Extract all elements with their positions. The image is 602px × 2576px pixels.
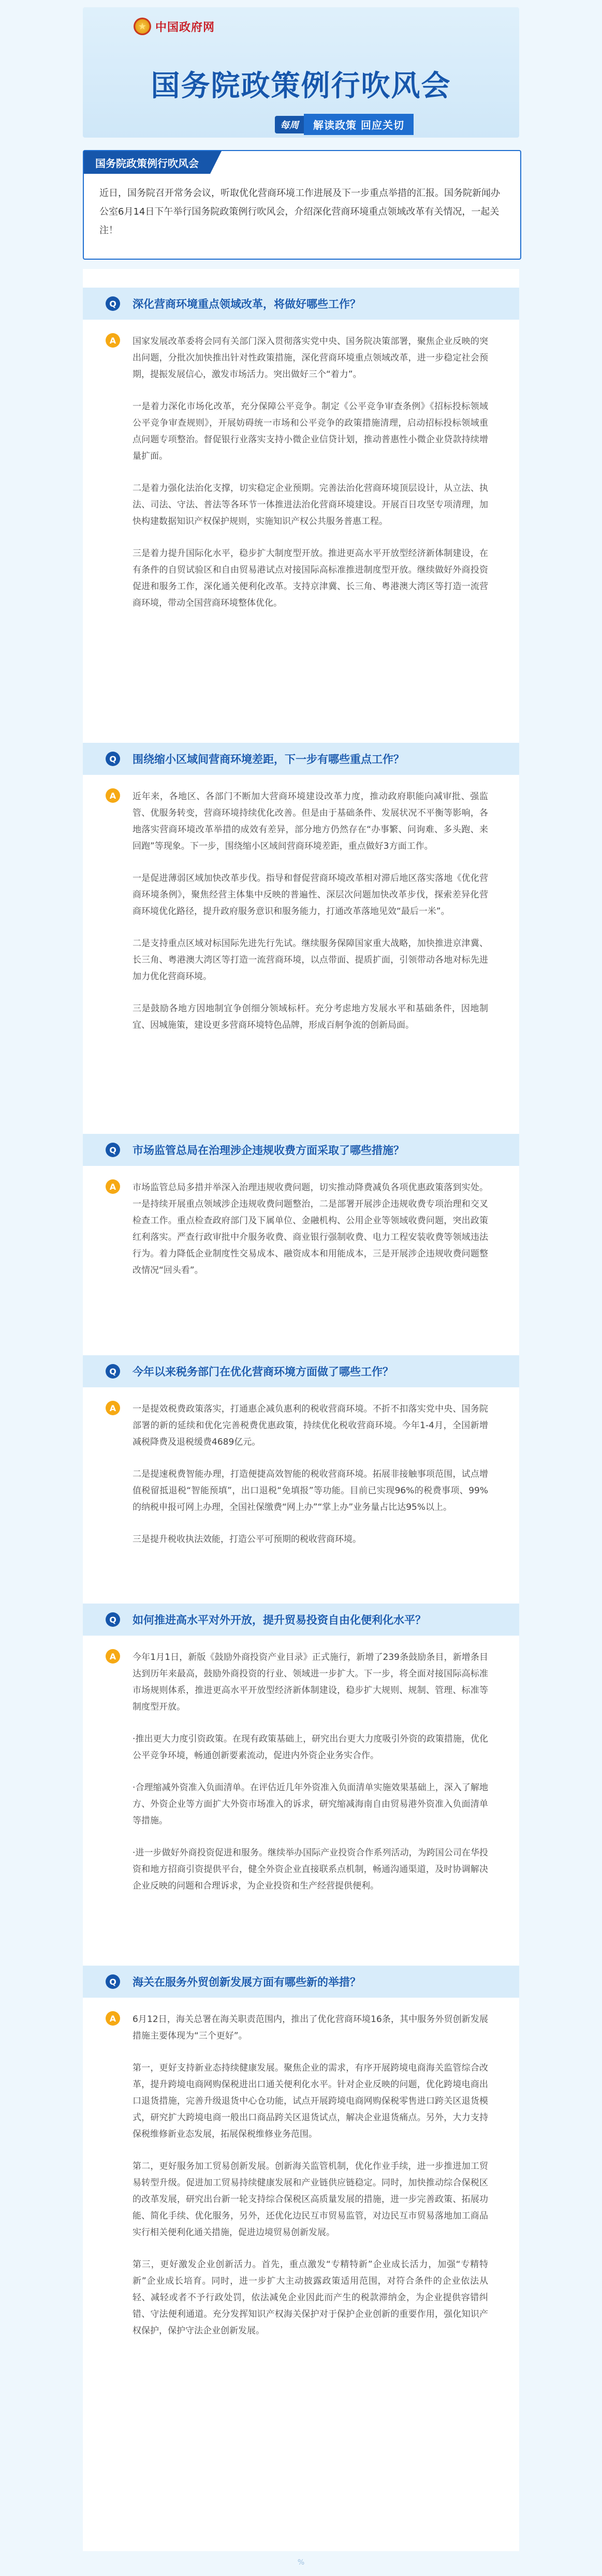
national-emblem-icon: ★ (134, 18, 151, 35)
question-icon: Q (106, 1143, 120, 1157)
answer-paragraph: ·合理缩减外资准入负面清单。在评估近几年外资准入负面清单实施效果基础上，深入了解地方、外资企业等方面扩大外资市场准入的诉求，研究缩减海南自由贸易港外资准入负面清单等措施。 (133, 1783, 488, 1826)
answer-icon: A (106, 1649, 120, 1664)
qa-block (83, 1604, 519, 1915)
answer-icon: A (106, 2011, 120, 2026)
page-title: 国务院政策例行吹风会 (151, 69, 451, 103)
answer-area (83, 1998, 519, 2360)
answer-paragraph: 二是着力强化法治化支撑，切实稳定企业预期。完善法治化营商环境顶层设计，从立法、执法、司法、守法、普法等各环节一体推进法治化营商环境建设。开展百日攻坚专项清理，加快构建数据知识产权保护规则，实施知识产权公共服务普惠工程。 (133, 483, 488, 527)
answer-icon: A (106, 1179, 120, 1194)
answer-area (83, 775, 519, 1054)
answer-area (83, 1636, 519, 1915)
subtitle-banner (275, 114, 414, 135)
answer-area (83, 1387, 519, 1568)
question-row (83, 1134, 519, 1166)
answer-paragraph: 一是着力深化市场化改革，充分保障公平竞争。制定《公平竞争审查条例》《招标投标领域公平竞争审查规则》，开展妨碍统一市场和公平竞争的政策措施清理，启动招标投标领域重点问题专项整治。督促银行业落实支持小微企业信贷计划，推动普惠性小微企业贷款持续增量扩面。 (133, 401, 488, 461)
question-icon: Q (106, 1364, 120, 1379)
qa-block (83, 1355, 519, 1568)
question-row (83, 1604, 519, 1636)
answer-paragraph: 市场监管总局多措并举深入治理违规收费问题，切实推动降费减负各项优惠政策落到实处。一是持续开展重点领域涉企违规收费问题整治，二是部署开展涉企违规收费专项治理和交叉检查工作。重点检查政府部门及下属单位、金融机构、公用企业等领域收费问题，突出政策红利落实。严查行政审批中介服务收费、商业银行强制收费、电力工程安装收费等领域违法行为。着力降低企业制度性交易成本、融资成本和用能成本，三是开展涉企违规收费问题整改情况“回头看”。 (133, 1182, 488, 1276)
answer-paragraph: 第一，更好支持新业态持续健康发展。聚焦企业的需求，有序开展跨境电商海关监管综合改革，提升跨境电商网购保税进出口通关便利化水平。针对企业反映的问题，优化跨境电商出口退货措施，完善升级退货中心仓功能，试点开展跨境电商网购保税零售进口跨关区退货模式，研究扩大跨境电商一般出口商品跨关区退货试点，解决企业退货痛点。另外，大力支持保税维修新业态发展，拓展保税维修业务范围。 (133, 2063, 488, 2139)
answer-paragraph: 三是鼓励各地方因地制宜争创细分领域标杆。充分考虑地方发展水平和基础条件，因地制宜、因城施策，建设更多营商环境特色品牌，形成百舸争流的创新局面。 (133, 1004, 488, 1030)
question-icon: Q (106, 752, 120, 766)
question-text: 今年以来税务部门在优化营商环境方面做了哪些工作？ (133, 1366, 393, 1378)
qa-block (83, 1134, 519, 1299)
brand-name: 中国政府网 (155, 21, 215, 34)
answer-icon: A (106, 333, 120, 348)
answer-paragraph: 三是提升税收执法效能，打造公平可预期的税收营商环境。 (133, 1534, 361, 1545)
qa-block (83, 1966, 519, 2360)
answer-paragraph: ·推出更大力度引资政策。在现有政策基础上，研究出台更大力度吸引外资的政策措施，优化公平竞争环境，畅通创新要素流动，促进内外资企业务实合作。 (133, 1734, 488, 1761)
answer-area (83, 1166, 519, 1299)
question-icon: Q (106, 1974, 120, 1989)
answer-paragraph: 第二，更好服务加工贸易创新发展。创新海关监管机制，优化作业手续，进一步推进加工贸易转型升级。促进加工贸易持续健康发展和产业链供应链稳定。同时，加快推动综合保税区的改革发展，研究出台新一轮支持综合保税区高质量发展的措施，进一步完善政策、拓展功能、简化手续、优化服务，另外，还优化边民互市贸易监管，对边民互市贸易落地加工商品实行相关便利化通关措施，促进边境贸易创新发展。 (133, 2161, 488, 2238)
answer-paragraph: 近年来，各地区、各部门不断加大营商环境建设改革力度，推动政府职能向减审批、强监管、优服务转变，营商环境持续优化改善。但是由于基础条件、发展状况不平衡等影响，各地落实营商环境改革举措的成效有差异，部分地方仍然存在“办事繁、问询难、多头跑、来回跑”等现象。下一步，围绕缩小区域间营商环境差距，重点做好3方面工作。 (133, 791, 488, 851)
answer-paragraph: 6月12日，海关总署在海关职责范围内，推出了优化营商环境16条，其中服务外贸创新发展措施主要体现为“三个更好”。 (133, 2014, 488, 2041)
answer-icon: A (106, 788, 120, 803)
qa-block (83, 288, 519, 632)
intro-card (83, 150, 521, 260)
intro-tab: 国务院政策例行吹风会 (84, 151, 210, 174)
answer-paragraph: ·进一步做好外商投资促进和服务。继续举办国际产业投资合作系列活动，为跨国公司在华投资和地方招商引资提供平台，健全外资企业直接联系点机制，畅通沟通渠道，及时协调解决企业反映的问题和合理诉求，为企业投资和生产经营提供便利。 (133, 1848, 488, 1891)
question-row (83, 288, 519, 320)
slogan: 解读政策 回应关切 (304, 114, 414, 135)
answer-area (83, 320, 519, 632)
answer-paragraph: 二是提速税费智能办理，打造便捷高效智能的税收营商环境。拓展非接触事项范围，试点增值税留抵退税“智能预填”，出口退税“免填报”等功能。目前已实现96%的税费事项、99%的纳税申报可网上办理，全国社保缴费“网上办”“掌上办”业务量占比达95%以上。 (133, 1469, 488, 1512)
answer-icon: A (106, 1401, 120, 1415)
question-icon: Q (106, 296, 120, 311)
answer-paragraph: 二是支持重点区域对标国际先进先行先试。继续服务保障国家重大战略，加快推进京津冀、长三角、粤港澳大湾区等打造一流营商环境，以点带面、提质扩面，引领带动各地对标先进加力优化营商环境。 (133, 938, 488, 982)
question-text: 市场监管总局在治理涉企违规收费方面采取了哪些措施？ (133, 1144, 404, 1157)
question-row (83, 1355, 519, 1387)
question-text: 围绕缩小区域间营商环境差距，下一步有哪些重点工作？ (133, 753, 404, 766)
question-row (83, 1966, 519, 1998)
question-text: 深化营商环境重点领域改革，将做好哪些工作？ (133, 298, 361, 310)
answer-paragraph: 国家发展改革委将会同有关部门深入贯彻落实党中央、国务院决策部署，聚焦企业反映的突出问题，分批次加快推出针对性政策措施，深化营商环境重点领域改革，进一步稳定社会预期，提振发展信心，激发市场活力。突出做好三个“着力”。 (133, 336, 488, 380)
answer-paragraph: 一是促进薄弱区域加快改革步伐。指导和督促营商环境改革相对滞后地区落实落地《优化营商环境条例》，聚焦经营主体集中反映的普遍性、深层次问题加快改革步伐，探索差异化营商环境优化路径，提升政府服务意识和服务能力，打通改革落地见效“最后一米”。 (133, 873, 488, 917)
qa-section (83, 269, 519, 2551)
answer-paragraph: 三是着力提升国际化水平，稳步扩大制度型开放。推进更高水平开放型经济新体制建设，在有条件的自贸试验区和自由贸易港试点对接国际高标准推进制度型开放。继续做好外商投资促进和服务工作，深化通关便利化改革。支持京津冀、长三角、粤港澳大湾区等打造一流营商环境，带动全国营商环境整体优化。 (133, 548, 488, 608)
question-text: 海关在服务外贸创新发展方面有哪些新的举措？ (133, 1976, 361, 1988)
qa-block (83, 743, 519, 1054)
answer-paragraph: 第三，更好激发企业创新活力。首先，重点激发“专精特新”企业成长活力，加强“专精特新”企业成长培育。同时，进一步扩大主动披露政策适用范围，对符合条件的企业依法从轻、减轻或者不予行政处罚，依法减免企业因此而产生的税款滞纳金，为企业提供容错纠错、守法便利通道。充分发挥知识产权海关保护对于保护企业创新的重要作用，强化知识产权保护，保护守法企业创新发展。 (133, 2259, 488, 2336)
footer-mark: % (297, 2558, 305, 2567)
question-row (83, 743, 519, 775)
intro-text: 近日，国务院召开常务会议，听取优化营商环境工作进展及下一步重点举措的汇报。国务院新闻办公室6月14日下午举行国务院政策例行吹风会，介绍深化营商环境重点领域改革有关情况，一起关注！ (99, 188, 500, 236)
answer-paragraph: 今年1月1日，新版《鼓励外商投资产业目录》正式施行，新增了239条鼓励条目，新增条目达到历年来最高，鼓励外商投资的行业、领域进一步扩大。下一步，将全面对接国际高标准市场规则体系，推进更高水平开放型经济新体制建设，稳步扩大规则、规制、管理、标准等制度型开放。 (133, 1652, 488, 1712)
site-logo[interactable] (134, 18, 215, 35)
header-banner (83, 7, 519, 138)
answer-paragraph: 一是提效税费政策落实，打通惠企减负惠利的税收营商环境。不折不扣落实党中央、国务院部署的新的延续和优化完善税费优惠政策，持续优化税收营商环境。今年1-4月，全国新增减税降费及退税缓费4689亿元。 (133, 1404, 488, 1447)
question-text: 如何推进高水平对外开放，提升贸易投资自由化便利化水平？ (133, 1614, 426, 1626)
weekly-tag: 每周 (275, 116, 304, 133)
question-icon: Q (106, 1612, 120, 1627)
